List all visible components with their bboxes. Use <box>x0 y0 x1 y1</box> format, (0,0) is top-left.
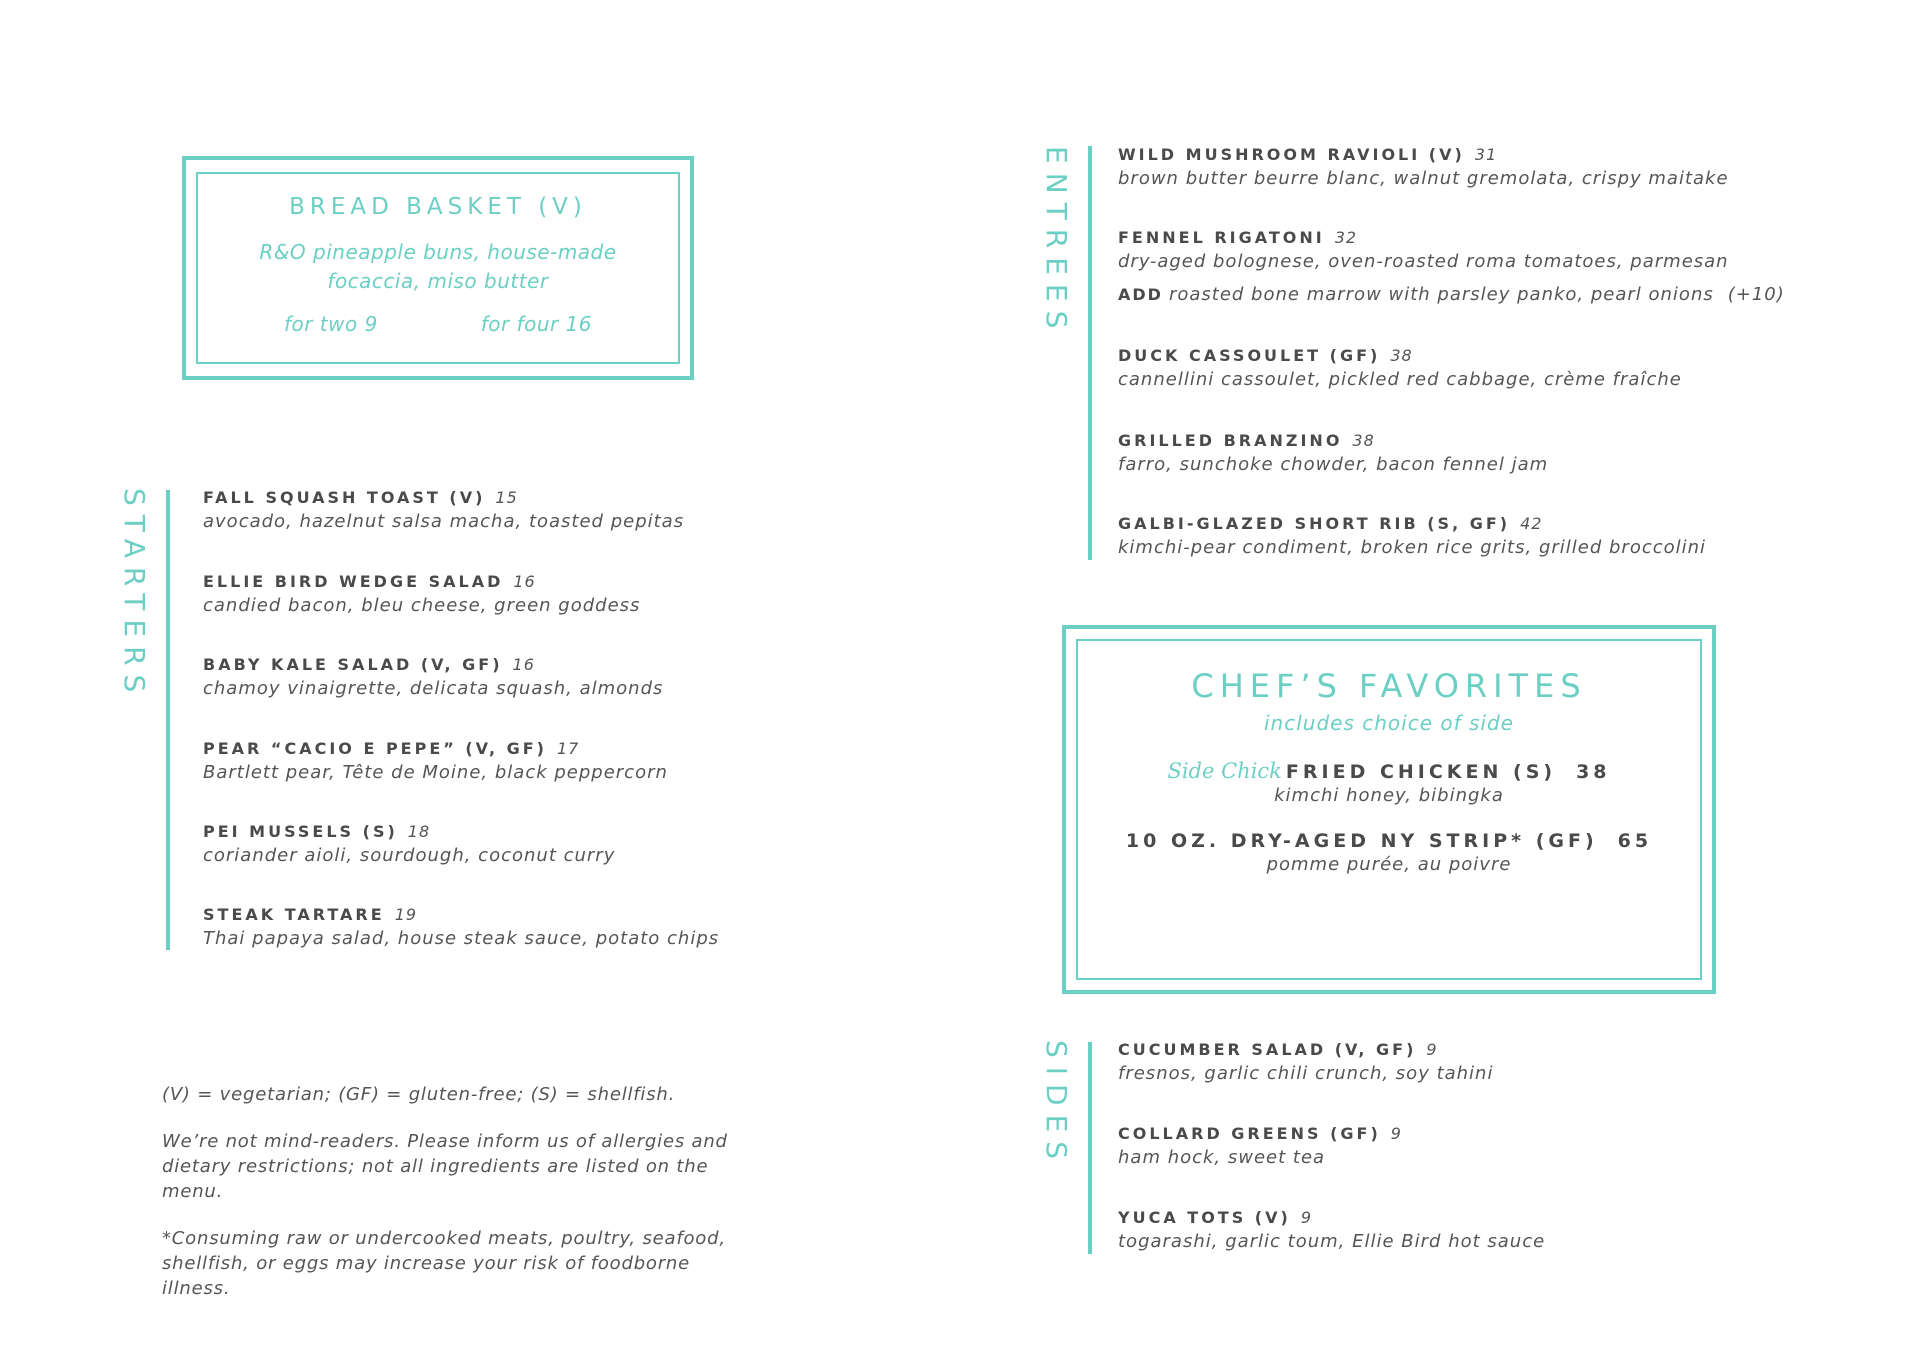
menu-notes <box>162 1082 762 1323</box>
chef-item <box>1078 830 1700 875</box>
list-item <box>1118 1040 1493 1084</box>
item-description: kimchi-pear condiment, broken rice grits, grilled broccolini <box>1118 537 1707 558</box>
item-name: GRILLED BRANZINO 38 <box>1118 431 1375 450</box>
add-description: roasted bone marrow with parsley panko, pearl onions <box>1168 284 1714 305</box>
list-item <box>203 905 719 949</box>
item-description: fresnos, garlic chili crunch, soy tahini <box>1118 1063 1494 1084</box>
chefs-favorites-subtitle: includes choice of side <box>1264 711 1514 735</box>
entrees-rule <box>1088 146 1092 560</box>
item-name: PEAR “CACIO E PEPE” (V, GF) 17 <box>203 739 580 758</box>
add-price: (+10) <box>1727 284 1785 305</box>
item-name: CUCUMBER SALAD (V, GF) 9 <box>1118 1040 1438 1059</box>
item-description: chamoy vinaigrette, delicata squash, almonds <box>203 678 664 699</box>
item-description: cannellini cassoulet, pickled red cabbage, crème fraîche <box>1118 369 1682 390</box>
item-description: brown butter beurre blanc, walnut gremolata, crispy maitake <box>1118 168 1729 189</box>
bread-basket-description: R&O pineapple buns, house-made focaccia, miso butter <box>259 240 617 293</box>
chef-item <box>1078 759 1700 806</box>
item-name: STEAK TARTARE 19 <box>203 905 418 924</box>
list-item <box>1118 145 1729 189</box>
item-description: farro, sunchoke chowder, bacon fennel jam <box>1118 454 1549 475</box>
bread-basket-box <box>182 156 694 380</box>
list-item <box>1118 514 1706 558</box>
list-item <box>203 655 663 699</box>
bread-basket-title: BREAD BASKET (V) <box>289 194 587 220</box>
item-description: Thai papaya salad, house steak sauce, potato chips <box>203 928 720 949</box>
list-item <box>203 739 668 783</box>
starters-rule <box>166 490 170 950</box>
item-description: coriander aioli, sourdough, coconut curry <box>203 845 616 866</box>
item-description: candied bacon, bleu cheese, green goddess <box>203 595 641 616</box>
dietary-legend: (V) = vegetarian; (GF) = gluten-free; (S) = shellfish. <box>162 1084 676 1105</box>
sides-label: SIDES <box>1040 1040 1073 1169</box>
item-name: YUCA TOTS (V) 9 <box>1118 1208 1312 1227</box>
bread-price-two: for two 9 <box>283 312 378 336</box>
list-item <box>203 572 640 616</box>
item-name: DUCK CASSOULET (GF) 38 <box>1118 346 1413 365</box>
item-description: Bartlett pear, Tête de Moine, black peppercorn <box>203 762 668 783</box>
item-name: FALL SQUASH TOAST (V) 15 <box>203 488 518 507</box>
chef-item-description: pomme purée, au poivre <box>1266 854 1512 875</box>
item-name: FENNEL RIGATONI 32 <box>1118 228 1358 247</box>
chefs-favorites-box <box>1062 625 1716 994</box>
item-description: togarashi, garlic toum, Ellie Bird hot sauce <box>1118 1231 1546 1252</box>
chefs-favorites-inner <box>1076 639 1702 980</box>
starters-label: STARTERS <box>118 488 151 702</box>
entrees-label: ENTREES <box>1040 146 1073 338</box>
list-item <box>203 822 615 866</box>
bread-basket-inner <box>196 172 680 364</box>
item-name: BABY KALE SALAD (V, GF) 16 <box>203 655 535 674</box>
chef-item-name: Side Chick FRIED CHICKEN (S) 38 <box>1167 759 1611 783</box>
list-item <box>1118 346 1682 390</box>
chef-item-description: kimchi honey, bibingka <box>1274 785 1504 806</box>
list-item <box>1118 1124 1402 1168</box>
bread-price-four: for four 16 <box>480 312 593 336</box>
item-description: dry-aged bolognese, oven-roasted roma tomatoes, parmesan <box>1118 251 1729 272</box>
item-name: PEI MUSSELS (S) 18 <box>203 822 431 841</box>
item-description: avocado, hazelnut salsa macha, toasted pepitas <box>203 511 685 532</box>
item-name: GALBI-GLAZED SHORT RIB (S, GF) 42 <box>1118 514 1543 533</box>
bread-basket-prices <box>198 312 678 336</box>
list-item <box>1118 228 1785 305</box>
chefs-favorites-title: CHEF’S FAVORITES <box>1191 667 1587 705</box>
item-name: ELLIE BIRD WEDGE SALAD 16 <box>203 572 536 591</box>
item-name: COLLARD GREENS (GF) 9 <box>1118 1124 1402 1143</box>
item-add-on <box>1118 284 1785 305</box>
item-description: ham hock, sweet tea <box>1118 1147 1326 1168</box>
list-item <box>1118 1208 1545 1252</box>
consumption-warning: *Consuming raw or undercooked meats, poultry, seafood, shellfish, or eggs may increase your risk of foodborne illness. <box>162 1228 726 1299</box>
chef-item-name: 10 OZ. DRY-AGED NY STRIP* (GF) 65 <box>1125 830 1653 852</box>
add-label: ADD <box>1118 285 1163 304</box>
sides-rule <box>1088 1042 1092 1254</box>
side-chick-script: Side Chick <box>1167 759 1282 783</box>
list-item <box>203 488 684 532</box>
list-item <box>1118 431 1548 475</box>
item-name: WILD MUSHROOM RAVIOLI (V) 31 <box>1118 145 1498 164</box>
allergy-note: We’re not mind-readers. Please inform us of allergies and dietary restrictions; not all ingredients are listed on the menu. <box>162 1131 728 1202</box>
